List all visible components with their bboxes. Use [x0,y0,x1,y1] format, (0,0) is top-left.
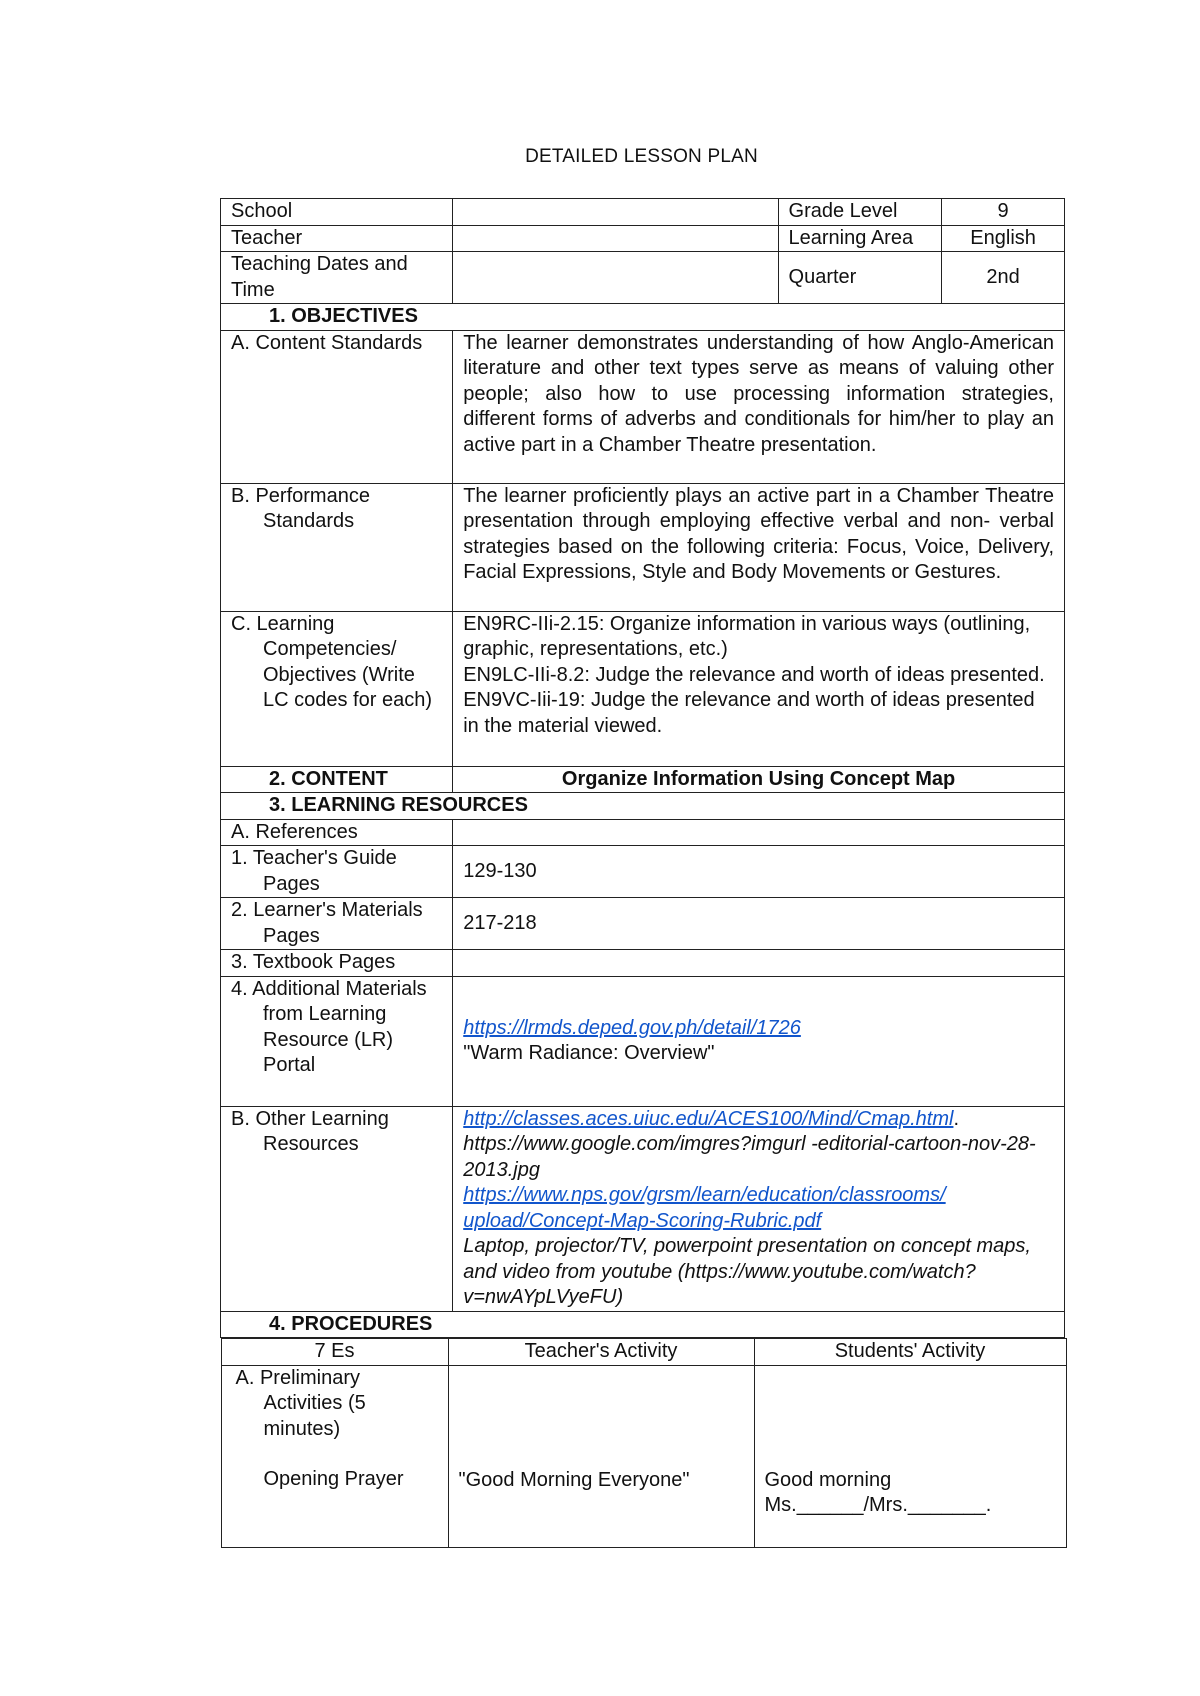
textbook-pages-label: 3. Textbook Pages [221,950,453,977]
competency-item: EN9RC-IIi-2.15: Organize information in various ways (outlining, graphic, representations, etc.) [463,612,1031,660]
learning-area-value: English [942,225,1065,252]
google-image-url: https://www.google.com/imgres?imgurl -editorial-cartoon-nov-28-2013.jpg [463,1133,1036,1181]
learning-competencies-list [453,611,1065,766]
student-greeting: Good morning Ms.______/Mrs._______. [764,1468,992,1516]
teacher-activity-cell [448,1365,754,1547]
procedures-heading: 4. PROCEDURES [221,1311,1065,1338]
quarter-label: Quarter [778,252,942,304]
other-resources-value [453,1106,1065,1311]
performance-standards-text: The learner proficiently plays an active part in a Chamber Theatre presentation through employing effective verbal and non- verbal strategies based on the following criteria: Focus, Voice, Delivery, Facial Expressions, Style and Body Movements or Gestures. [453,483,1065,611]
preliminary-cell [221,1365,448,1547]
additional-materials-label: 4. Additional Materials from Learning Resource (LR) Portal [221,976,453,1106]
procedures-grid-wrap [221,1338,1065,1548]
grade-value: 9 [942,199,1065,226]
nps-rubric-link[interactable]: https://www.nps.gov/grsm/learn/education/classrooms/ upload/Concept-Map-Scoring-Rubric.pdf [463,1184,946,1232]
school-label: School [221,199,453,226]
competency-item: EN9LC-IIi-8.2: Judge the relevance and worth of ideas presented. [463,663,1045,686]
additional-materials-value [453,976,1065,1106]
teachers-guide-label: 1. Teacher's Guide Pages [221,846,453,898]
learners-materials-value: 217-218 [453,898,1065,950]
teachers-guide-value: 129-130 [453,846,1065,898]
teaching-dates-label: Teaching Dates and Time [221,252,453,304]
teacher-label: Teacher [221,225,453,252]
col-teacher-header: Teacher's Activity [448,1339,754,1366]
preliminary-label: A. Preliminary Activities (5 minutes) [235,1366,366,1440]
textbook-pages-value [453,950,1065,977]
cmap-link[interactable]: http://classes.aces.uiuc.edu/ACES100/Mind/Cmap.html [463,1107,954,1130]
content-standards-label: A. Content Standards [221,330,453,483]
quarter-value: 2nd [942,252,1065,304]
materials-list: Laptop, projector/TV, powerpoint presentation on concept maps, and video from youtube (https://www.youtube.com/watch?v=nwAYpLVyeFU) [463,1235,1031,1308]
procedures-grid [221,1338,1067,1548]
lesson-plan-table [220,198,1065,1548]
teacher-value [453,225,778,252]
grade-label: Grade Level [778,199,942,226]
student-activity-cell [754,1365,1066,1547]
learners-materials-label: 2. Learner's Materials Pages [221,898,453,950]
learning-area-label: Learning Area [778,225,942,252]
teacher-greeting: "Good Morning Everyone" [458,1468,690,1491]
col-7es-header: 7 Es [221,1339,448,1366]
references-value [453,819,1065,846]
document-title: DETAILED LESSON PLAN [525,146,758,167]
col-students-header: Students' Activity [754,1339,1066,1366]
cmap-link-suffix: . [953,1107,960,1130]
opening-prayer-label: Opening Prayer [263,1468,404,1490]
school-value [453,199,778,226]
performance-standards-label: B. Performance Standards [221,483,453,611]
competency-item: EN9VC-Iii-19: Judge the relevance and worth of ideas presented in the material viewed. [463,689,1035,737]
other-resources-label: B. Other Learning Resources [221,1106,453,1311]
lrmds-link[interactable]: https://lrmds.deped.gov.ph/detail/1726 [463,1016,801,1039]
learning-competencies-label: C. Learning Competencies/ Objectives (Write LC codes for each) [221,611,453,766]
content-heading: 2. CONTENT [221,766,453,793]
objectives-heading: 1. OBJECTIVES [221,304,1065,331]
content-value: Organize Information Using Concept Map [453,766,1065,793]
content-standards-text: The learner demonstrates understanding of how Anglo-American literature and other text types serve as means of valuing other people; also how to use processing information strategies, different forms of adverbs and conditionals for him/her to play an active part in a Chamber Theatre presentation. [453,330,1065,483]
learning-resources-heading: 3. LEARNING RESOURCES [221,793,1065,820]
references-label: A. References [221,819,453,846]
additional-materials-title: "Warm Radiance: Overview" [463,1042,715,1064]
teaching-dates-value [453,252,778,304]
